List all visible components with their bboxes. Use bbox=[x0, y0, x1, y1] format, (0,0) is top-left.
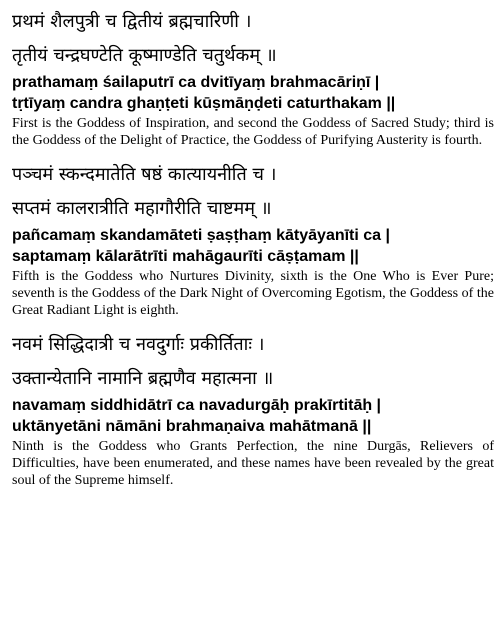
transliteration-line: saptamaṃ kālarātrīti mahāgaurīti cāṣṭamam || bbox=[12, 248, 359, 265]
english-translation: Ninth is the Goddess who Grants Perfection, the nine Durgās, Relievers of Difficulties, have been enumerated, and these names have been revealed by the great soul of the Supreme himself. bbox=[12, 439, 494, 488]
sanskrit-line: तृतीयं चन्द्रघण्टेति कूष्माण्डेति चतुर्थकम् ॥ bbox=[12, 45, 277, 66]
sanskrit-line: पञ्चमं स्कन्दमातेति षष्ठं कात्यायनीति च । bbox=[12, 164, 277, 185]
sanskrit-line: सप्तमं कालरात्रीति महागौरीति चाष्टमम् ॥ bbox=[12, 198, 272, 219]
transliteration-line: tṛtīyaṃ candra ghaṇṭeti kūṣmāṇḍeti caturthakam || bbox=[12, 95, 396, 112]
transliteration-line: pañcamaṃ skandamāteti ṣaṣṭhaṃ kātyāyanīti ca | bbox=[12, 227, 390, 244]
transliteration-line: navamaṃ siddhidātrī ca navadurgāḥ prakīrtitāḥ | bbox=[12, 397, 382, 414]
english-translation: Fifth is the Goddess who Nurtures Divinity, sixth is the One Who is Ever Pure; seventh is the Goddess of the Dark Night of Overcoming Egotism, the Goddess of the Great Radiant Light is eighth. bbox=[12, 269, 494, 318]
transliteration-line: uktānyetāni nāmāni brahmaṇaiva mahātmanā || bbox=[12, 418, 372, 435]
sanskrit-line: उक्तान्येतानि नामानि ब्रह्मणैव महात्मना ॥ bbox=[12, 368, 274, 389]
verse-block-3 bbox=[12, 333, 494, 489]
english-translation: First is the Goddess of Inspiration, and second the Goddess of Sacred Study; third is the Goddess of the Delight of Practice, the Goddess of Purifying Austerity is fourth. bbox=[12, 116, 494, 148]
verse-block-1 bbox=[12, 10, 494, 149]
sanskrit-line: नवमं सिद्धिदात्री च नवदुर्गाः प्रकीर्तिताः । bbox=[12, 334, 265, 355]
verse-block-2 bbox=[12, 163, 494, 319]
transliteration-line: prathamaṃ śailaputrī ca dvitīyaṃ brahmacāriṇī | bbox=[12, 74, 380, 91]
sanskrit-line: प्रथमं शैलपुत्री च द्वितीयं ब्रह्मचारिणी । bbox=[12, 11, 252, 32]
